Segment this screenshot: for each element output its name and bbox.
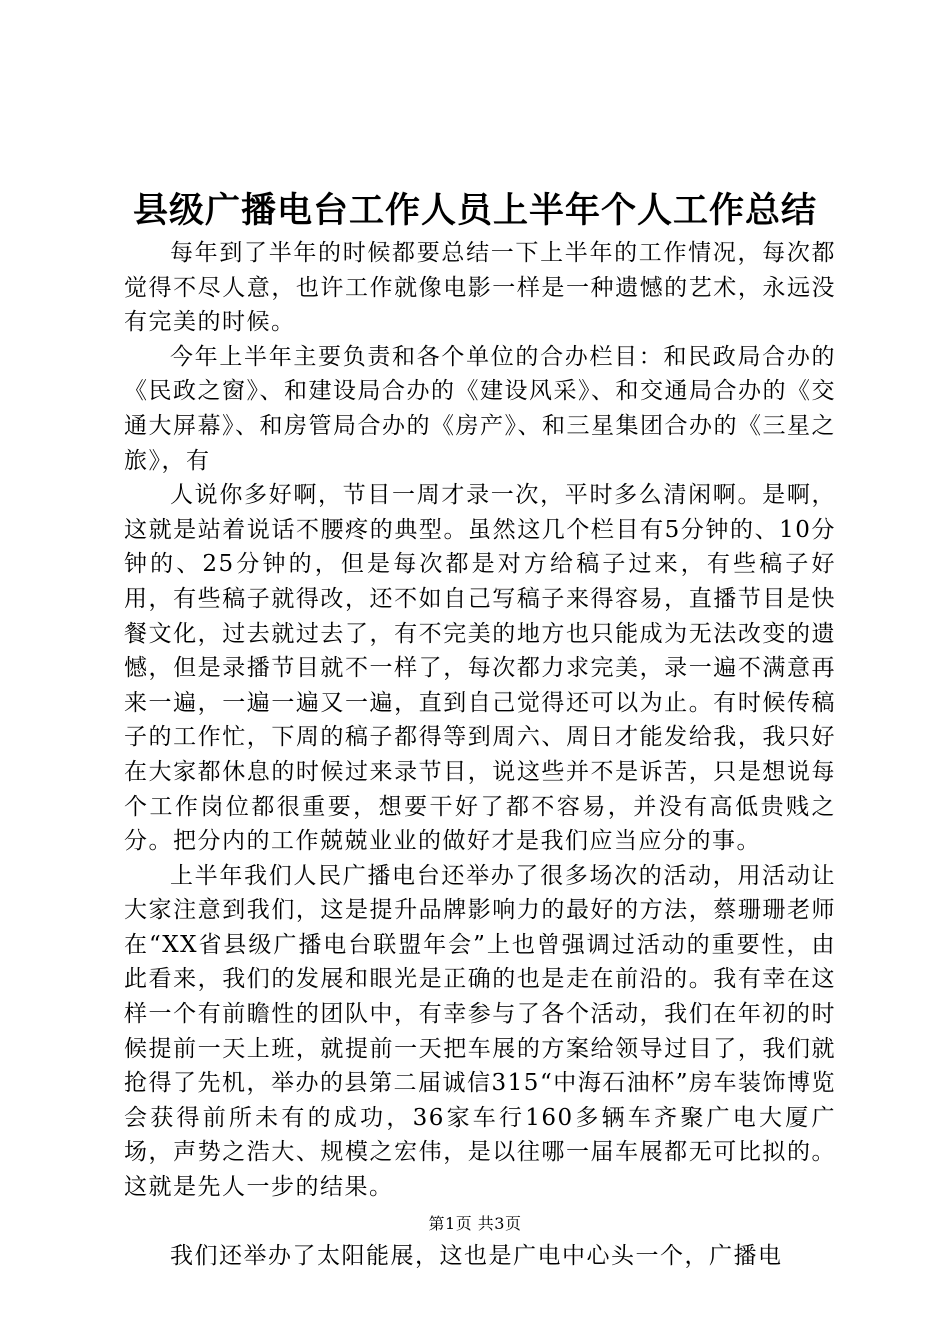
document-title: 县级广播电台工作人员上半年个人工作总结 <box>132 190 817 231</box>
paragraph-workload: 人说你多好啊，节目一周才录一次，平时多么清闲啊。是啊，这就是站着说话不腰疼的典型。虽然这几个栏目有5分钟的、10分钟的、25分钟的，但是每次都是对方给稿子过来，有些稿子好用，有些稿子就得改，还不如自己写稿子来得容易，直播节目是快餐文化，过去就过去了，有不完美的地方也只能成为无法改变的遗憾，但是录播节目就不一样了，每次都力求完美，录一遍不满意再来一遍，一遍一遍又一遍，直到自己觉得还可以为止。有时候传稿子的工作忙，下周的稿子都得等到周六、周日才能发给我，我只好在大家都休息的时候过来录节目，说这些并不是诉苦，只是想说每个工作岗位都很重要，想要干好了都不容易，并没有高低贵贱之分。把分内的工作兢兢业业的做好才是我们应当应分的事。 <box>124 482 836 855</box>
document-body <box>124 236 836 1273</box>
paragraph-solar-expo: 我们还举办了太阳能展，这也是广电中心头一个，广播电 <box>170 1242 783 1269</box>
paragraph-intro: 每年到了半年的时候都要总结一下上半年的工作情况，每次都觉得不尽人意，也许工作就像电影一样是一种遗憾的艺术，永远没有完美的时候。 <box>124 240 836 336</box>
page-footer: 第1页 共3页 <box>428 1214 522 1233</box>
paragraph-programs: 今年上半年主要负责和各个单位的合办栏目：和民政局合办的《民政之窗》、和建设局合办的《建设风采》、和交通局合办的《交通大屏幕》、和房管局合办的《房产》、和三星集团合办的《三星之旅》，有 <box>124 343 836 474</box>
paragraph-activities: 上半年我们人民广播电台还举办了很多场次的活动，用活动让大家注意到我们，这是提升品牌影响力的最好的方法，蔡珊珊老师在“XX省县级广播电台联盟年会”上也曾强调过活动的重要性，由此看来，我们的发展和眼光是正确的也是走在前沿的。我有幸在这样一个有前瞻性的团队中，有幸参与了各个活动，我们在年初的时候提前一天上班，就提前一天把车展的方案给领导过目了，我们就抢得了先机，举办的县第二届诚信315“中海石油杯”房车装饰博览会获得前所未有的成功，36家车行160多辆车齐聚广电大厦广场，声势之浩大、规模之宏伟，是以往哪一届车展都无可比拟的。这就是先人一步的结果。 <box>124 862 836 1201</box>
